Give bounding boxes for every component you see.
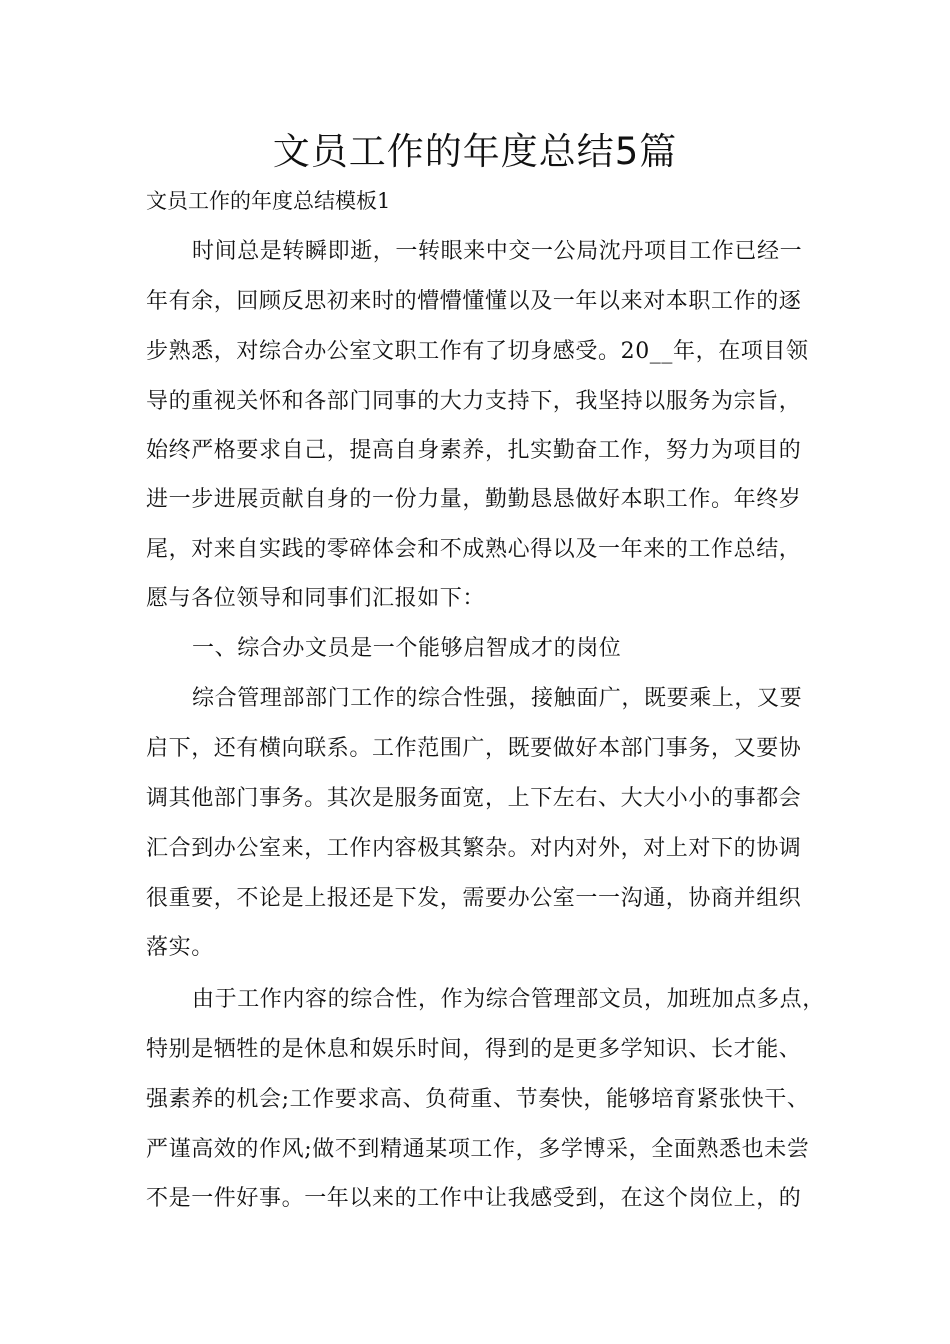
document-subtitle: 文员工作的年度总结模板1	[146, 189, 391, 213]
paragraph-line: 落实。	[146, 935, 214, 960]
paragraph-line: 时间总是转瞬即逝，一转眼来中交一公局沈丹项目工作已经一	[192, 239, 803, 264]
paragraph-line: 愿与各位领导和同事们汇报如下：	[146, 586, 486, 611]
paragraph-line: 始终严格要求自己，提高自身素养，扎实勤奋工作，努力为项目的	[146, 438, 802, 463]
paragraph-line: 汇合到办公室来，工作内容极其繁杂。对内对外，对上对下的协调	[146, 836, 802, 861]
paragraph-line: 调其他部门事务。其次是服务面宽，上下左右、大大小小的事都会	[146, 786, 802, 811]
paragraph-line: 尾，对来自实践的零碎体会和不成熟心得以及一年来的工作总结，	[146, 537, 802, 562]
paragraph-line: 导的重视关怀和各部门同事的大力支持下，我坚持以服务为宗旨，	[146, 389, 802, 414]
paragraph-line: 特别是牺牲的是休息和娱乐时间，得到的是更多学知识、长才能、	[146, 1037, 802, 1062]
section-heading: 一、综合办文员是一个能够启智成才的岗位	[192, 636, 622, 661]
paragraph-line: 综合管理部部门工作的综合性强，接触面广，既要乘上，又要	[192, 686, 803, 711]
paragraph-line: 严谨高效的作风;做不到精通某项工作，多学博采，全面熟悉也未尝	[146, 1137, 810, 1162]
paragraph-line: 进一步进展贡献自身的一份力量，勤勤恳恳做好本职工作。年终岁	[146, 487, 802, 512]
document-title: 文员工作的年度总结5篇	[272, 130, 678, 173]
paragraph-line: 步熟悉，对综合办公室文职工作有了切身感受。20__年，在项目领	[146, 339, 809, 364]
paragraph-line: 不是一件好事。一年以来的工作中让我感受到，在这个岗位上，的	[146, 1186, 802, 1211]
paragraph-line: 强素养的机会;工作要求高、负荷重、节奏快，能够培育紧张快干、	[146, 1087, 810, 1112]
paragraph-line: 由于工作内容的综合性，作为综合管理部文员，加班加点多点，	[192, 987, 825, 1012]
paragraph-line: 启下，还有横向联系。工作范围广，既要做好本部门事务，又要协	[146, 736, 802, 761]
paragraph-line: 年有余，回顾反思初来时的懵懵懂懂以及一年以来对本职工作的逐	[146, 289, 802, 314]
paragraph-line: 很重要，不论是上报还是下发，需要办公室一一沟通，协商并组织	[146, 886, 802, 911]
